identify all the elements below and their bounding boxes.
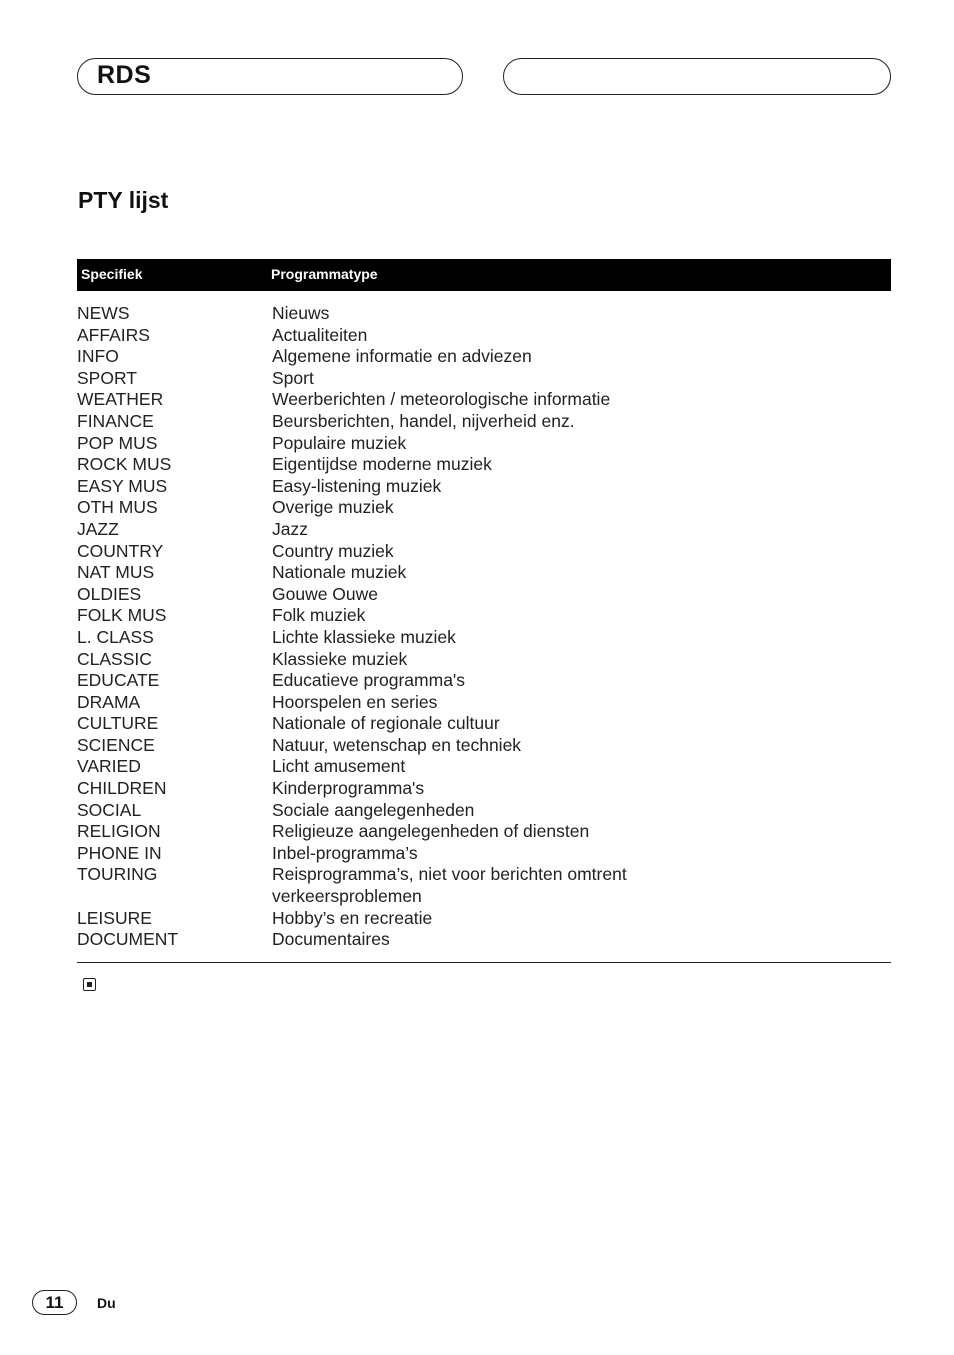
table-row (77, 303, 891, 325)
pty-description: Algemene informatie en adviezen (272, 346, 532, 367)
pty-description: Documentaires (272, 929, 390, 950)
pty-code: DRAMA (77, 691, 141, 712)
column-header-programmatype: Programmatype (271, 266, 378, 282)
table-row (77, 821, 891, 843)
section-tab-rds (77, 58, 463, 95)
pty-code: WEATHER (77, 389, 164, 410)
pty-description: Easy-listening muziek (272, 475, 442, 496)
table-row (77, 433, 891, 455)
pty-description: Reisprogramma’s, niet voor berichten omtrent verkeersproblemen (272, 864, 627, 907)
end-of-section-icon (83, 978, 96, 991)
pty-description: Folk muziek (272, 605, 366, 626)
pty-description: Natuur, wetenschap en techniek (272, 734, 522, 755)
language-label: Du (97, 1295, 116, 1311)
pty-code: NEWS (77, 303, 130, 323)
pty-description: Nationale muziek (272, 562, 407, 583)
table-row (77, 627, 891, 649)
pty-description: Jazz (272, 518, 308, 539)
pty-code: COUNTRY (77, 540, 164, 561)
pty-code: LEISURE (77, 907, 152, 928)
pty-code: INFO (77, 346, 119, 367)
pty-description: Educatieve programma's (272, 670, 466, 691)
pty-description: Kinderprogramma's (272, 778, 425, 799)
pty-code: OTH MUS (77, 497, 158, 518)
pty-code: AFFAIRS (77, 324, 150, 345)
pty-table (77, 303, 891, 951)
table-row (77, 497, 891, 519)
pty-code: CLASSIC (77, 648, 152, 669)
table-row (77, 908, 891, 930)
table-row (77, 756, 891, 778)
pty-code: NAT MUS (77, 562, 155, 583)
table-row (77, 692, 891, 714)
page-title: PTY lijst (78, 187, 169, 213)
table-header (77, 259, 891, 291)
table-row (77, 411, 891, 433)
pty-description: Sociale aangelegenheden (272, 799, 475, 820)
pty-code: ROCK MUS (77, 454, 172, 475)
pty-description: Hobby’s en recreatie (272, 907, 433, 928)
table-row (77, 735, 891, 757)
pty-description: Beursberichten, handel, nijverheid enz. (272, 410, 575, 431)
table-row (77, 713, 891, 735)
pty-description: Actualiteiten (272, 324, 368, 345)
pty-description: Country muziek (272, 540, 394, 561)
table-row (77, 649, 891, 671)
table-row (77, 541, 891, 563)
pty-description: Populaire muziek (272, 432, 407, 453)
table-row (77, 368, 891, 390)
pty-code: DOCUMENT (77, 929, 179, 950)
pty-code: FINANCE (77, 410, 154, 431)
pty-description: Nationale of regionale cultuur (272, 713, 500, 734)
table-row (77, 843, 891, 865)
table-row (77, 584, 891, 606)
pty-description: Hoorspelen en series (272, 691, 438, 712)
page-number: 11 (32, 1290, 77, 1315)
header-box-empty (503, 58, 891, 95)
table-row (77, 800, 891, 822)
table-row (77, 476, 891, 498)
pty-code: PHONE IN (77, 842, 162, 863)
pty-description: Eigentijdse moderne muziek (272, 454, 492, 475)
table-row (77, 519, 891, 541)
table-row (77, 778, 891, 800)
table-row (77, 325, 891, 347)
pty-code: JAZZ (77, 518, 119, 539)
pty-code: FOLK MUS (77, 605, 167, 626)
pty-description: Inbel-programma’s (272, 842, 418, 863)
table-bottom-rule (77, 962, 891, 963)
pty-code: RELIGION (77, 821, 161, 842)
column-header-specifiek: Specifiek (81, 266, 143, 282)
pty-description: Gouwe Ouwe (272, 583, 379, 604)
pty-description: Religieuze aangelegenheden of diensten (272, 821, 590, 842)
table-row (77, 562, 891, 584)
pty-code: EASY MUS (77, 475, 168, 496)
pty-code: SOCIAL (77, 799, 142, 820)
pty-description: Nieuws (272, 303, 330, 323)
pty-description: Licht amusement (272, 756, 406, 777)
pty-description: Overige muziek (272, 497, 394, 518)
pty-code: SPORT (77, 367, 137, 388)
table-row (77, 346, 891, 368)
pty-code: OLDIES (77, 583, 142, 604)
header-title: RDS (97, 61, 152, 89)
pty-code: POP MUS (77, 432, 158, 453)
pty-code: CULTURE (77, 713, 159, 734)
pty-code: TOURING (77, 864, 158, 885)
pty-description: Lichte klassieke muziek (272, 626, 456, 647)
table-row (77, 864, 891, 907)
table-row (77, 389, 891, 411)
pty-code: EDUCATE (77, 670, 160, 691)
pty-description: Weerberichten / meteorologische informatie (272, 389, 611, 410)
pty-description: Klassieke muziek (272, 648, 408, 669)
pty-code: CHILDREN (77, 778, 167, 799)
pty-code: L. CLASS (77, 626, 154, 647)
table-row (77, 929, 891, 951)
table-row (77, 454, 891, 476)
table-row (77, 605, 891, 627)
pty-code: VARIED (77, 756, 141, 777)
pty-code: SCIENCE (77, 734, 155, 755)
table-row (77, 670, 891, 692)
pty-description: Sport (272, 367, 314, 388)
